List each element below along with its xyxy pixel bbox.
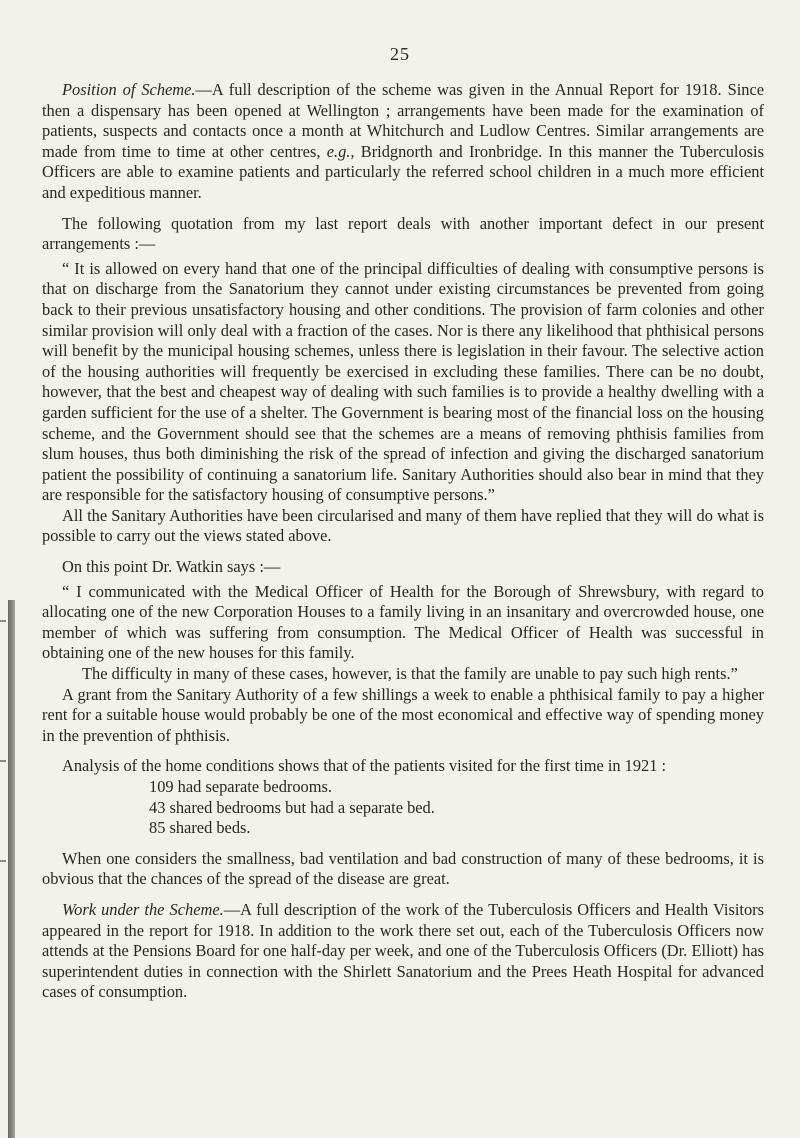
paragraph-text: Bridgnorth and Ironbridge. In this manner the Tuberculosis Officers are able to examine patients and particularly the referred school children in a much more efficient and expeditious manner. bbox=[42, 141, 764, 202]
binding-shade bbox=[8, 600, 15, 1138]
paragraph-sanitary-authorities: All the Sanitary Authorities have been circularised and many of them have replied that they will do what is possible to carry out the views stated above. bbox=[42, 505, 764, 546]
paragraph-watkin-quote-end: The difficulty in many of these cases, however, is that the family are unable to pay such high rents.” bbox=[82, 664, 738, 684]
paragraph-bedrooms: When one considers the smallness, bad ventilation and bad construction of many of these bedrooms, it is obvious that the chances of the spread of the disease are great. bbox=[42, 848, 764, 889]
paragraph-analysis: Analysis of the home conditions shows that of the patients visited for the first time in 1921 : bbox=[62, 756, 667, 776]
paragraph-work-under-scheme bbox=[42, 900, 764, 1003]
paragraph-grant: A grant from the Sanitary Authority of a few shillings a week to enable a phthisical family to pay a higher rent for a suitable house would probably be one of the most economical and effective way of spending money in the prevention of phthisis. bbox=[42, 684, 764, 745]
paragraph-watkin-intro: On this point Dr. Watkin says :— bbox=[62, 557, 281, 577]
section-heading-work-under-scheme: Work under the Scheme. bbox=[62, 899, 224, 919]
paragraph-watkin-quote: “ I communicated with the Medical Officer of Health for the Borough of Shrewsbury, with regard to allocating one of the new Corporation Houses to a family living in an insanitary and overcrowded house, one member of which was suffering from consumption. The Medical Officer of Health was successful in obtaining one of the new houses for this family. bbox=[42, 581, 764, 663]
list-item: 109 had separate bedrooms. bbox=[149, 777, 332, 796]
page-number: 25 bbox=[390, 44, 410, 64]
binding-mark bbox=[0, 760, 6, 762]
paragraph-position-of-scheme bbox=[42, 80, 764, 204]
binding-mark bbox=[0, 860, 6, 862]
paragraph-text: —A full description of the work of the Tuberculosis Officers and Health Visitors appeared in the report for 1918. In addition to the work there set out, each of the Tuberculosis Officers now attends at the Pensions Board for one half-day per week, and one of the Tuberculosis Officers (Dr. Elliott) has superintendent duties in connection with the Shirlett Sanatorium and the Prees Heath Hospital for advanced cases of consumption. bbox=[42, 899, 764, 1002]
binding-shadow bbox=[0, 560, 18, 1138]
paragraph-quotation-intro: The following quotation from my last report deals with another important defect in our present arrangements :— bbox=[42, 213, 764, 254]
section-heading-position-of-scheme: Position of Scheme. bbox=[62, 80, 196, 99]
paragraph-text: —A full description of the scheme was given in the Annual Report for 1918. Since then a dispensary has been opened at Wellington ; arrangements have been made for the examination of patients, suspects and contacts once a month at Whitchurch and Ludlow Centres. Similar arrangements are made from time to time at other centres, bbox=[42, 80, 764, 161]
list-item: 43 shared bedrooms but had a separate bed. bbox=[149, 797, 435, 817]
paragraph-quotation: “ It is allowed on every hand that one of the principal difficulties of dealing with consumptive persons is that on discharge from the Sanatorium they cannot under existing circumstances be prevented from going back to their previous unsatisfactory housing and other conditions. The provision of farm colonies and other similar provision will only deal with a fraction of the cases. Nor is there any likelihood that phthisical persons will benefit by the municipal housing schemes, unless there is legislation in their favour. The selective action of the housing authorities will frequently be exercised in excluding these families. There can be no doubt, however, that the best and cheapest way of dealing with such families is to provide a healthy dwelling with a garden sufficient for the use of a shelter. The Government is bearing most of the financial loss on the housing scheme, and the Government should see that the schemes are a means of removing phthisis families from slum houses, thus both diminishing the risk of the spread of infection and giving the discharged sanatorium patient the possibility of continuing a sanatorium life. Sanitary Authorities should also bear in mind that they are responsible for the satisfactory housing of consumptive persons.” bbox=[42, 258, 764, 505]
body-text bbox=[42, 80, 764, 1003]
binding-mark bbox=[0, 620, 6, 622]
abbreviation-eg: e.g., bbox=[326, 141, 355, 161]
list-item: 85 shared beds. bbox=[149, 818, 251, 838]
home-conditions-list bbox=[149, 777, 764, 839]
